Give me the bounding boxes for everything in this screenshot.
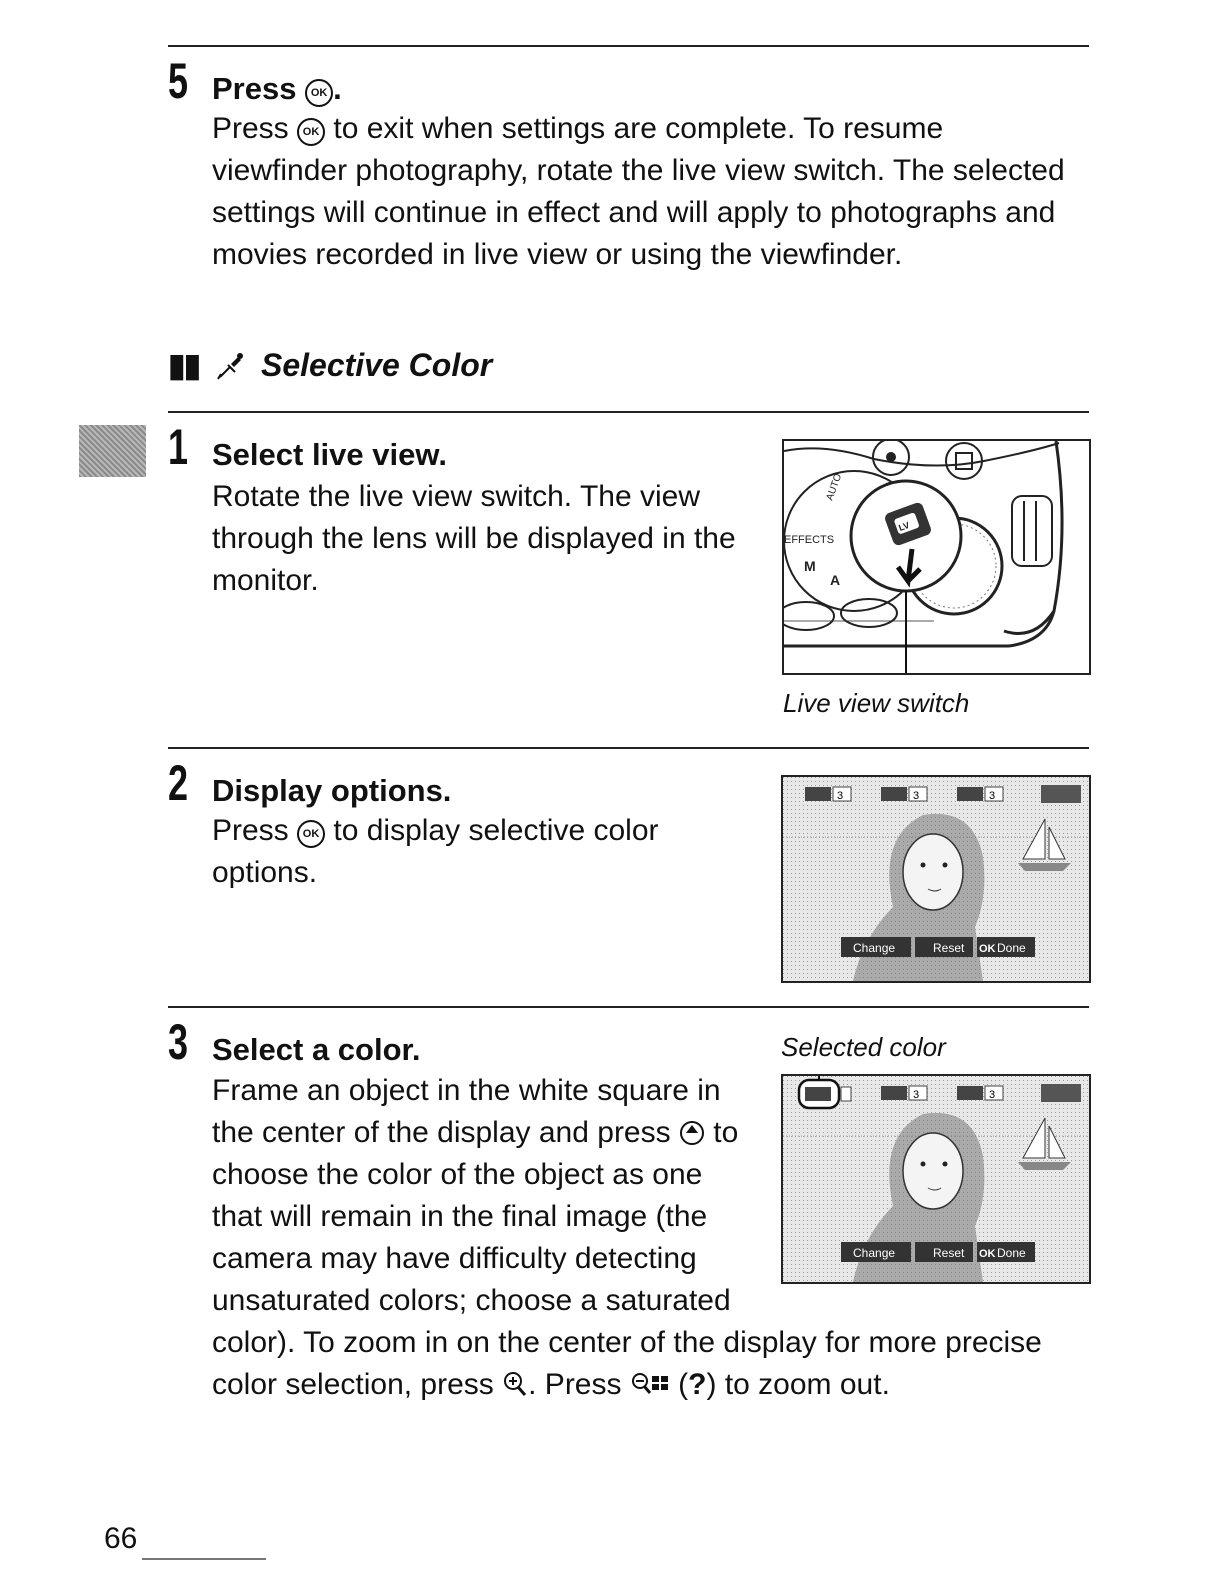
svg-text:Reset: Reset	[933, 1246, 965, 1260]
color-swatch-3	[957, 787, 1003, 802]
selected-color-caption: Selected color	[781, 1032, 946, 1062]
section-title: Selective Color	[261, 347, 493, 383]
live-view-switch-illustration	[782, 439, 1091, 675]
ok-button-icon: OK	[305, 79, 333, 107]
rule-step-3	[168, 1006, 1089, 1008]
svg-text:Change: Change	[853, 1246, 896, 1260]
selective-color-options-screen	[781, 775, 1091, 983]
ok-button-icon: OK	[297, 820, 325, 848]
color-swatch-2	[881, 787, 927, 802]
step-3-title: Select a color.	[212, 1032, 421, 1067]
step-3-number: 3	[168, 1014, 189, 1070]
dial-auto-label: AUTO	[824, 472, 845, 503]
rule-top	[168, 45, 1089, 47]
monitor-display	[783, 777, 1089, 981]
step-2-title: Display options.	[212, 773, 452, 808]
svg-text:3: 3	[989, 1089, 996, 1101]
dial-effects-label: EFFECTS	[784, 534, 835, 546]
rule-step-1	[168, 411, 1089, 413]
step-3-body: Frame an object in the white square in the center of the display and press to choose the color of the object as one that will remain in the final image (the camera may have difficulty detecting unsaturated colors; choose a saturated color). To zoom in on the center of the display for more precise color selection, press . Press (?) to zoom out.	[212, 1070, 1092, 1406]
step-2-number: 2	[168, 755, 189, 811]
dial-a-label: A	[830, 572, 841, 588]
step-5-number: 5	[168, 53, 189, 109]
step-1-body: Rotate the live view switch. The view through the lens will be displayed in the monitor.	[212, 480, 736, 597]
page-number: 66	[104, 1522, 138, 1555]
section-bullet-icon: ▮▮	[168, 347, 200, 383]
step-5-title: Press OK .	[212, 71, 342, 106]
eyedropper-icon	[216, 350, 246, 380]
figure-float-spacer	[752, 1070, 1092, 1302]
svg-text:OK: OK	[979, 1248, 996, 1260]
zoom-out-thumbnail-icon	[630, 1370, 670, 1398]
lv-label: LV	[897, 519, 911, 534]
dial-m-label: M	[804, 558, 816, 574]
svg-text:3: 3	[837, 790, 844, 802]
svg-text:Done: Done	[997, 941, 1026, 955]
section-heading	[168, 346, 492, 384]
color-swatch-1	[805, 787, 851, 802]
chapter-tab-marker	[79, 425, 146, 477]
help-glyph: ?	[688, 1368, 707, 1401]
step-5-body: Press OK to exit when settings are complete. To resume viewfinder photography, rotate the live view switch. The selected settings will continue in effect and will apply to photographs and movies recorded in live view or using the viewfinder.	[212, 112, 1065, 271]
step-1-number: 1	[168, 419, 189, 475]
multi-selector-up-icon	[679, 1120, 705, 1146]
effect-mode-icon	[1041, 785, 1081, 803]
live-view-switch-caption: Live view switch	[783, 688, 970, 718]
svg-text:OK: OK	[979, 943, 996, 955]
ok-button-icon: OK	[297, 118, 325, 146]
svg-text:3: 3	[989, 790, 996, 802]
svg-text:Done: Done	[997, 1246, 1026, 1260]
page-number-underline	[142, 1558, 266, 1560]
step-1-title: Select live view.	[212, 437, 447, 472]
svg-text:3: 3	[913, 790, 920, 802]
zoom-in-icon	[502, 1370, 528, 1398]
svg-text:3: 3	[913, 1089, 920, 1101]
svg-text:Change: Change	[853, 941, 896, 955]
step-2-body: Press OK to display selective color options.	[212, 814, 659, 889]
camera-top-drawing	[784, 441, 1089, 673]
svg-text:Reset: Reset	[933, 941, 965, 955]
rule-step-2	[168, 747, 1089, 749]
